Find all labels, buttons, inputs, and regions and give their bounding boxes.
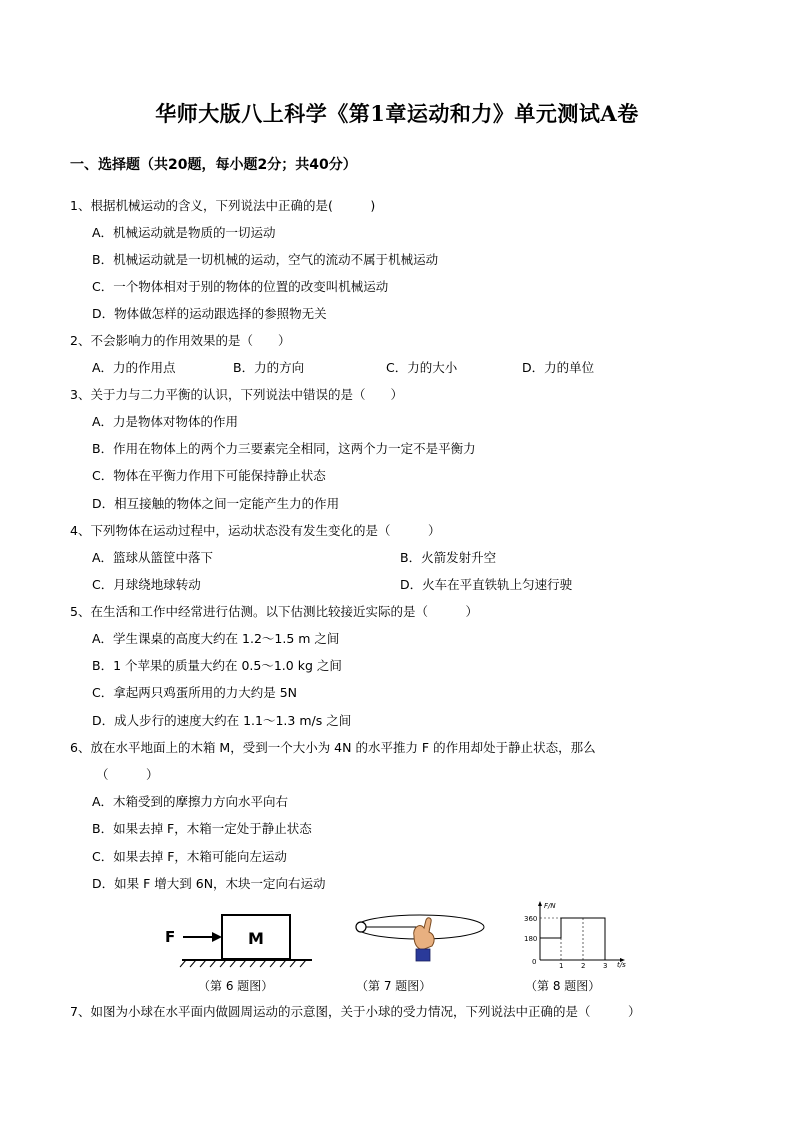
q5-option-a: A．学生课桌的高度大约在 1.2～1.5 m 之间	[92, 631, 340, 646]
q4-option-d: D．火车在平直铁轨上匀速行驶	[400, 577, 573, 592]
figure-6-box-diagram	[160, 908, 320, 970]
question-3: 3、关于力与二力平衡的认识，下列说法中错误的是（ ）	[70, 387, 403, 402]
box-label: M	[248, 929, 264, 948]
figure-6-caption: （第 6 题图）	[198, 979, 274, 993]
q2-option-b: B．力的方向	[233, 360, 305, 375]
q2-option-d: D．力的单位	[522, 360, 595, 375]
x-tick-2: 2	[581, 962, 586, 970]
y-tick-180: 180	[524, 935, 538, 943]
question-6: 6、放在水平地面上的木箱 M，受到一个大小为 4N 的水平推力 F 的作用却处于静止状态，那么	[70, 740, 596, 755]
figure-7-circular-motion	[350, 906, 490, 970]
q1-option-b: B．机械运动就是一切机械的运动，空气的流动不属于机械运动	[92, 252, 439, 267]
q3-option-c: C．物体在平衡力作用下可能保持静止状态	[92, 468, 326, 483]
question-5: 5、在生活和工作中经常进行估测。以下估测比较接近实际的是（ ）	[70, 604, 478, 619]
q2-option-c: C．力的大小	[386, 360, 458, 375]
q3-option-d: D．相互接触的物体之间一定能产生力的作用	[92, 496, 340, 511]
x-axis-label: t/s	[617, 961, 626, 969]
y-axis-label: F/N	[544, 902, 556, 910]
x-tick-3: 3	[603, 962, 608, 970]
q6-option-b: B．如果去掉 F，木箱一定处于静止状态	[92, 821, 312, 836]
q4-option-b: B．火箭发射升空	[400, 550, 497, 565]
figure-8-force-time-graph	[520, 898, 632, 970]
q5-option-b: B．1 个苹果的质量大约在 0.5～1.0 kg 之间	[92, 658, 342, 673]
q5-option-d: D．成人步行的速度大约在 1.1～1.3 m/s 之间	[92, 713, 352, 728]
q4-option-c: C．月球绕地球转动	[92, 577, 201, 592]
q4-option-a: A．篮球从篮筐中落下	[92, 550, 214, 565]
question-2: 2、不会影响力的作用效果的是（ ）	[70, 333, 291, 348]
figure-7-caption: （第 7 题图）	[356, 979, 432, 993]
q1-option-a: A．机械运动就是物质的一切运动	[92, 225, 276, 240]
section-heading: 一、选择题（共20题，每小题2分；共40分）	[70, 157, 357, 173]
figure-8-caption: （第 8 题图）	[525, 979, 601, 993]
ball	[356, 922, 366, 932]
q3-option-a: A．力是物体对物体的作用	[92, 414, 239, 429]
x-tick-1: 1	[559, 962, 564, 970]
force-arrow-head	[212, 932, 222, 942]
question-7: 7、如图为小球在水平面内做圆周运动的示意图，关于小球的受力情况，下列说法中正确的是（ ）	[70, 1004, 641, 1019]
ground-hatching	[180, 960, 306, 967]
force-curve	[540, 918, 605, 960]
q6-option-a: A．木箱受到的摩擦力方向水平向右	[92, 794, 289, 809]
y-tick-360: 360	[524, 915, 538, 923]
question-1: 1、根据机械运动的含义，下列说法中正确的是( )	[70, 198, 376, 213]
q6-option-c: C．如果去掉 F，木箱可能向左运动	[92, 849, 287, 864]
page-title: 华师大版八上科学《第1章运动和力》单元测试A卷	[155, 101, 639, 126]
q1-option-d: D．物体做怎样的运动跟选择的参照物无关	[92, 306, 327, 321]
q3-option-b: B．作用在物体上的两个力三要素完全相同，这两个力一定不是平衡力	[92, 441, 476, 456]
y-axis-arrow	[538, 901, 542, 906]
y-tick-0: 0	[532, 958, 537, 966]
q1-option-c: C．一个物体相对于别的物体的位置的改变叫机械运动	[92, 279, 389, 294]
q6-option-d: D．如果 F 增大到 6N，木块一定向右运动	[92, 876, 326, 891]
q6-answer-paren: （ ）	[96, 767, 159, 782]
hand-icon	[414, 918, 434, 961]
question-4: 4、下列物体在运动过程中，运动状态没有发生变化的是（ ）	[70, 523, 441, 538]
q2-option-a: A．力的作用点	[92, 360, 176, 375]
q5-option-c: C．拿起两只鸡蛋所用的力大约是 5N	[92, 685, 298, 700]
force-label: F	[165, 928, 176, 946]
